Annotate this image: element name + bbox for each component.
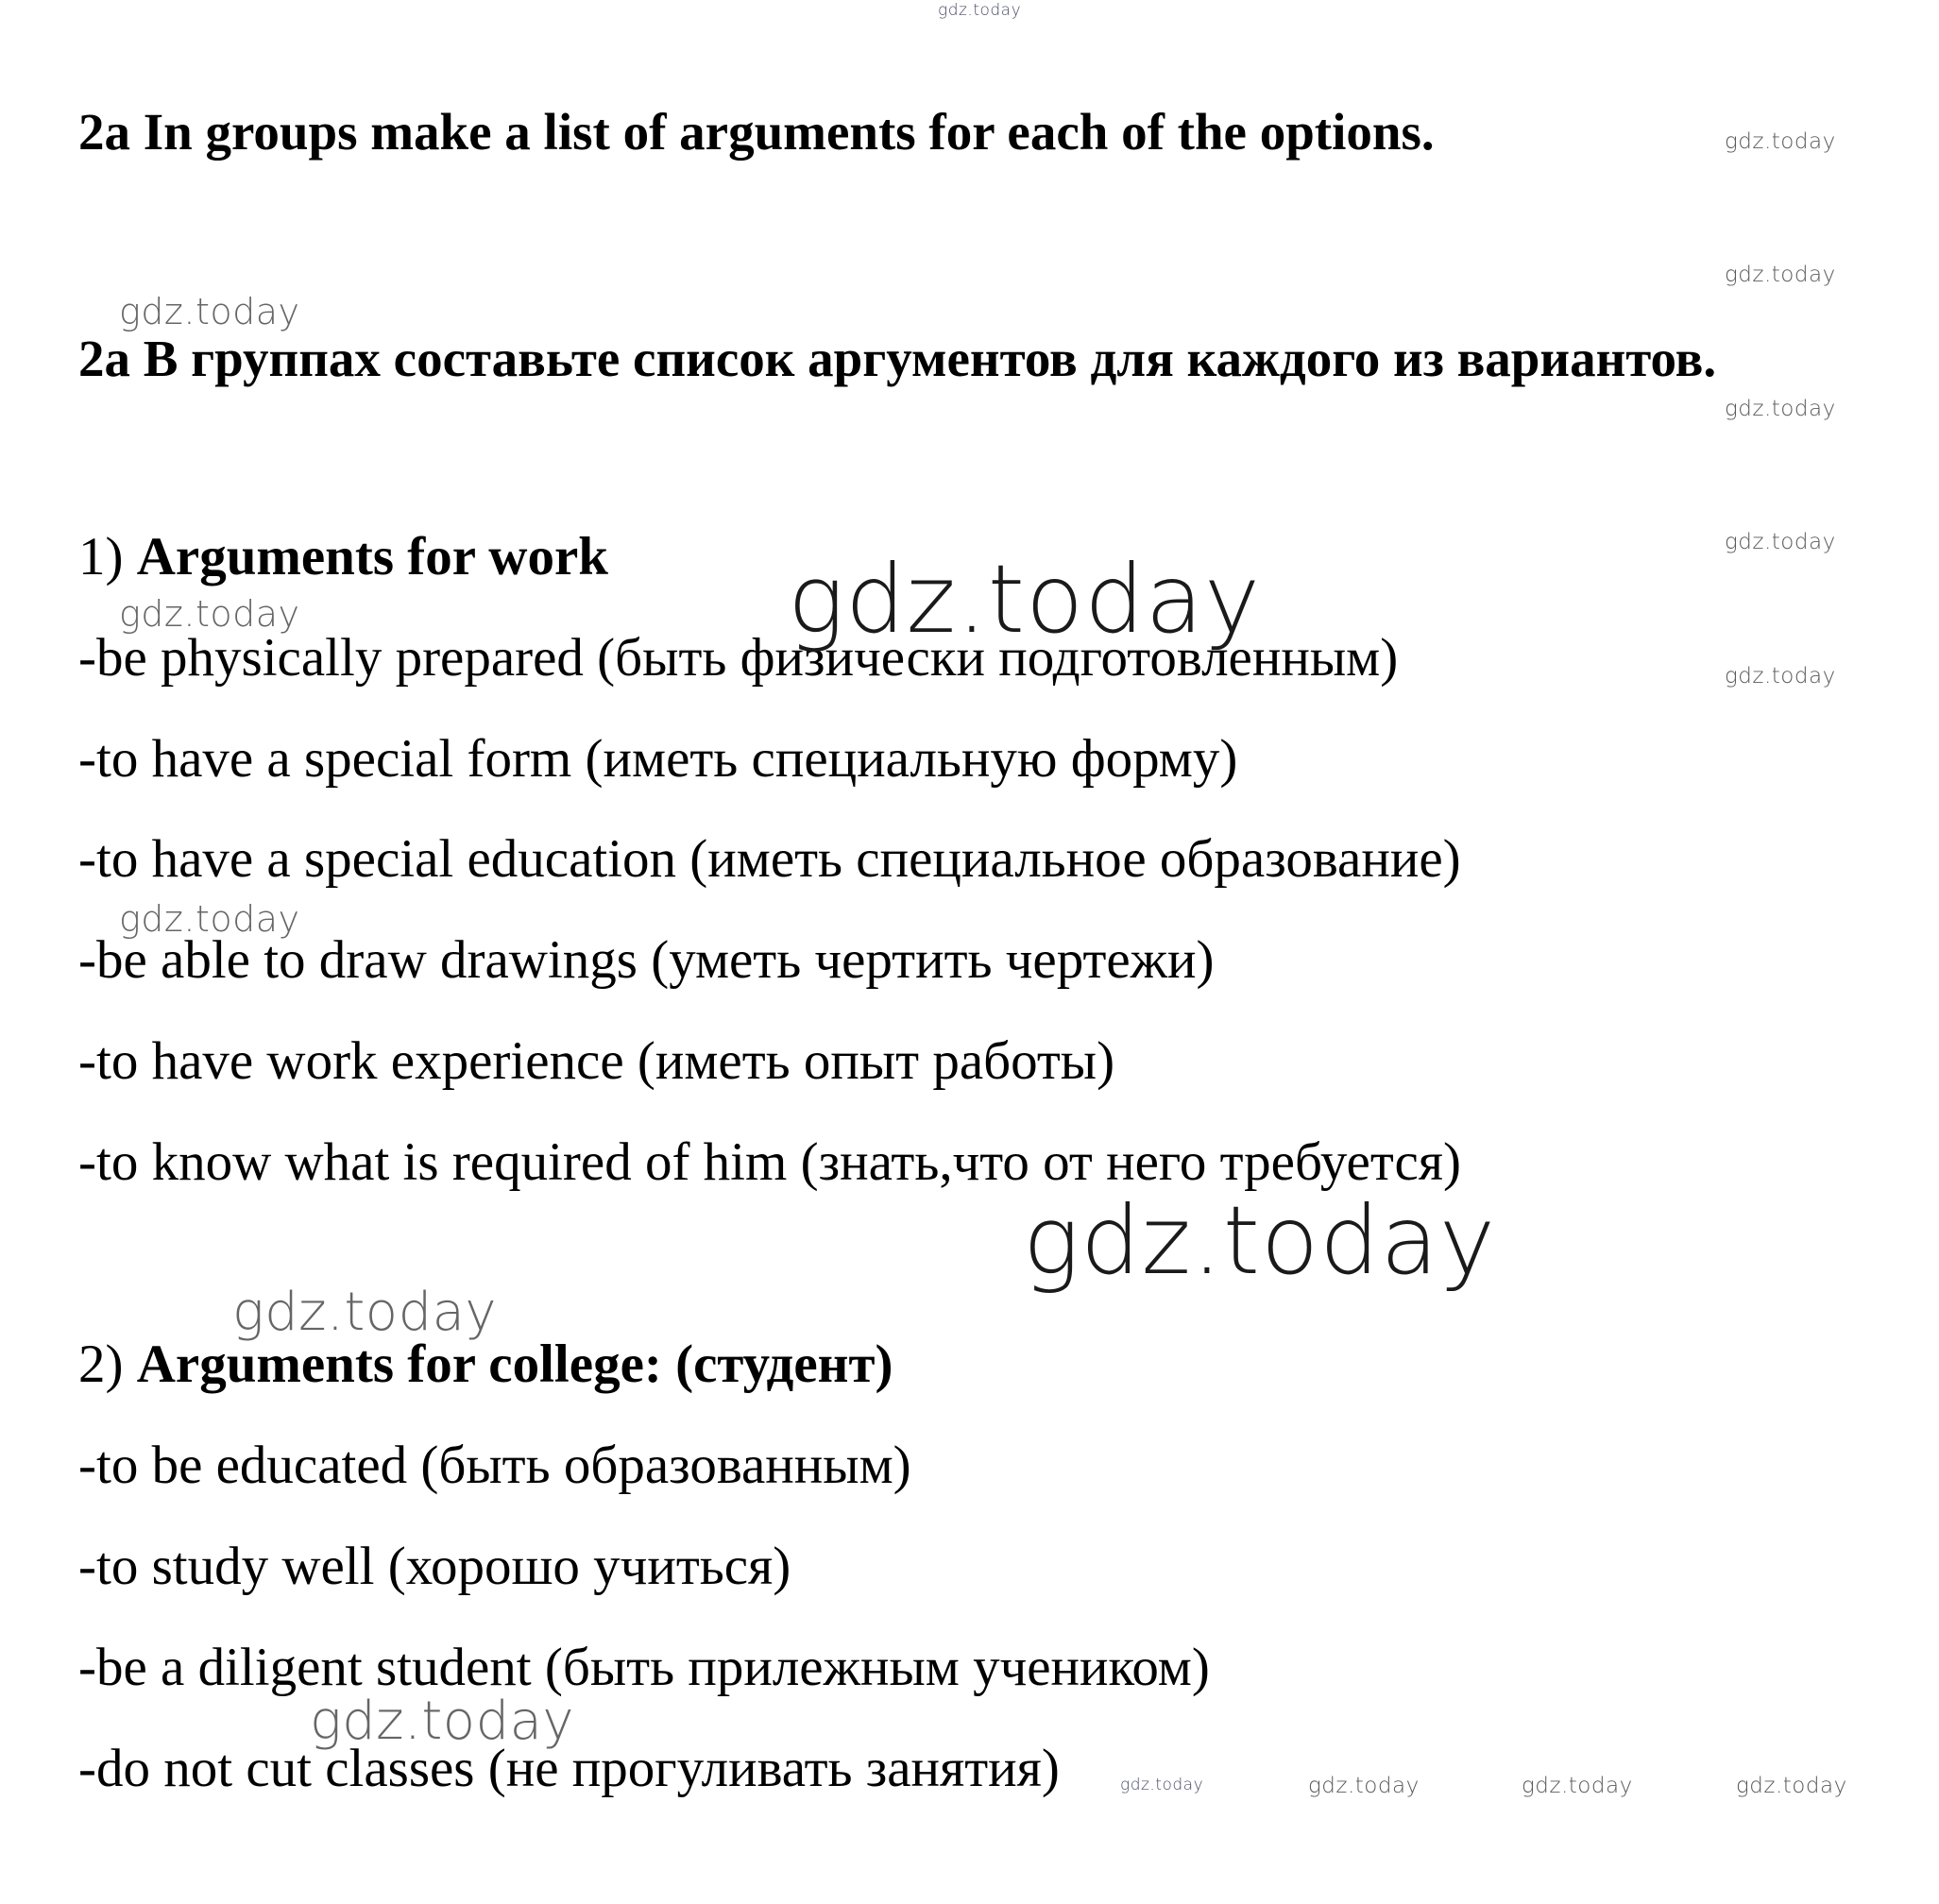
section-1-item: -to have work experience (иметь опыт работы) bbox=[78, 1031, 1115, 1091]
watermark: gdz.today bbox=[1522, 1774, 1633, 1798]
watermark: gdz.today bbox=[1120, 1776, 1204, 1794]
watermark: gdz.today bbox=[232, 1282, 498, 1343]
watermark: gdz.today bbox=[1023, 1185, 1497, 1296]
section-1-item: -be physically prepared (быть физически подготовленным) bbox=[78, 628, 1399, 688]
watermark: gdz.today bbox=[119, 593, 300, 635]
watermark: gdz.today bbox=[788, 544, 1262, 654]
section-1-item: -be able to draw drawings (уметь чертить чертежи) bbox=[78, 930, 1215, 990]
section-1-title bbox=[78, 526, 608, 587]
watermark: gdz.today bbox=[119, 898, 300, 940]
section-1-item: -to know what is required of him (знать,что от него требуется) bbox=[78, 1132, 1461, 1192]
watermark: gdz.today bbox=[1725, 664, 1836, 688]
section-2-item: -to be educated (быть образованным) bbox=[78, 1436, 911, 1495]
heading-russian: 2a В группах составьте список аргументов для каждого из вариантов. bbox=[78, 330, 1717, 387]
section-1-number: 1) bbox=[78, 527, 124, 586]
watermark: gdz.today bbox=[1308, 1774, 1420, 1798]
watermark: gdz.today bbox=[1725, 129, 1836, 154]
section-1-item: -to have a special form (иметь специальную форму) bbox=[78, 729, 1238, 789]
watermark: gdz.today bbox=[310, 1691, 575, 1752]
watermark: gdz.today bbox=[1725, 263, 1836, 287]
heading-english: 2a In groups make a list of arguments for each of the options. bbox=[78, 103, 1435, 161]
section-1-title-text: Arguments for work bbox=[136, 527, 608, 586]
watermark: gdz.today bbox=[1725, 397, 1836, 421]
watermark: gdz.today bbox=[1736, 1774, 1847, 1798]
section-2-item: -be a diligent student (быть прилежным учеником) bbox=[78, 1638, 1210, 1697]
section-2-number: 2) bbox=[78, 1334, 124, 1394]
watermark: gdz.today bbox=[938, 1, 1022, 20]
section-2-item: -to study well (хорошо учиться) bbox=[78, 1537, 791, 1596]
watermark: gdz.today bbox=[119, 291, 300, 332]
section-1-item: -to have a special education (иметь специальное образование) bbox=[78, 829, 1461, 889]
watermark: gdz.today bbox=[1725, 530, 1836, 554]
section-2-title-text: Arguments for college: (студент) bbox=[136, 1334, 893, 1394]
section-2-item: -do not cut classes (не прогуливать занятия) bbox=[78, 1739, 1060, 1798]
